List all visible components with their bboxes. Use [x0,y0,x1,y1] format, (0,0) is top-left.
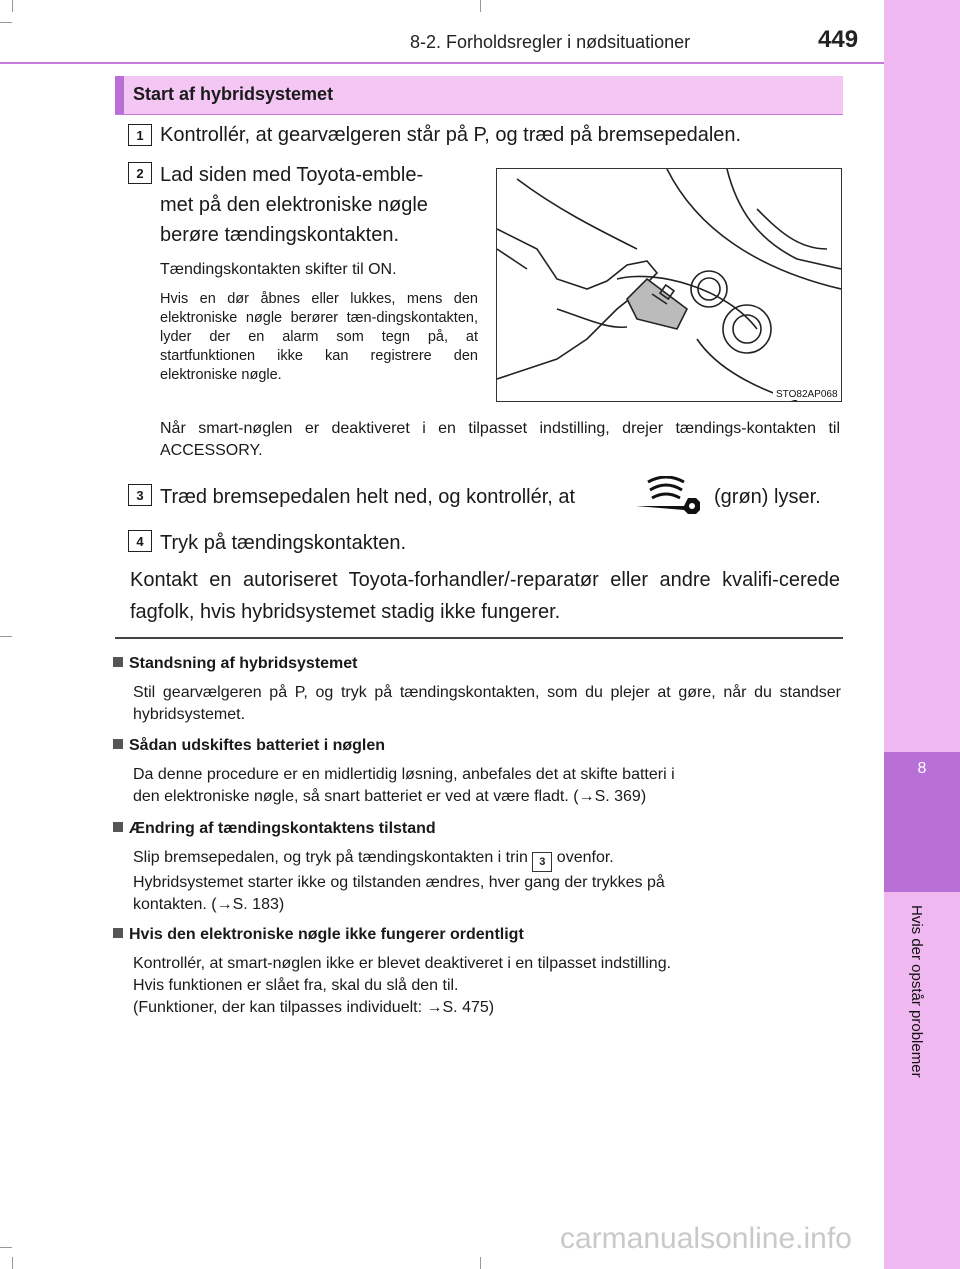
note-line [133,997,841,1019]
chapter-tab[interactable] [884,752,960,892]
watermark: carmanualsonline.info [560,1222,852,1255]
chapter-title-text: Hvis der opstår problemer [908,905,925,1078]
note-1-body: Stil gearvælgeren på P, og tryk på tændingskontakten, som du plejer at gøre, når du standser hybridsystemet. [133,684,841,723]
note-3-title [113,820,436,838]
step-number-1: 1 [128,124,152,146]
bullet-square-icon [113,822,123,832]
note-text: ovenfor. [556,849,614,866]
chapter-tab-number: 8 [917,760,927,777]
step-number-3: 3 [128,484,152,506]
note-text: Slip bremsepedalen, og tryk på tændingskontakten i trin [133,849,528,866]
page-reference-link[interactable]: S. 369) [594,788,647,805]
note-2-body [133,764,841,808]
step-number-2: 2 [128,162,152,184]
step-3-text-after: (grøn) lyser. [714,486,821,508]
note-1-title [113,655,358,673]
step-2-line: berøre tændingskontakten. [160,224,400,246]
section-separator [115,637,843,639]
step-1-text: Kontrollér, at gearvælgeren står på P, og træd på bremsepedalen. [160,124,742,146]
crop-mark [0,636,12,637]
step-2-sub2: Hvis en dør åbnes eller lukkes, mens den elektroniske nøgle berører tæn-dingskontakten, lyder der en alarm som tegn på, at startfunktionen ikke kan registrere den elektroniske nøgle. [160,291,478,383]
crop-mark [12,0,13,12]
note-line: Hvis funktionen er slået fra, skal du slå den til. [133,977,459,994]
note-4-title [113,926,524,944]
note-text: den elektroniske nøgle, så snart batteriet er ved at være fladt. ( [133,788,579,805]
step-2-sub1: Tændingskontakten skifter til ON. [160,261,397,278]
step-3-text-before: Træd bremsepedalen helt ned, og kontrollér, at [160,486,576,508]
step-2-line: Lad siden med Toyota-emble- [160,164,424,186]
note-line [133,847,841,872]
step-4-text: Tryk på tændingskontakten. [160,532,407,554]
step-number-4: 4 [128,530,152,552]
hybrid-ready-indicator-icon [632,476,706,516]
step-reference: 3 [532,852,552,872]
bullet-square-icon [113,657,123,667]
step-2-sub3: Når smart-nøglen er deaktiveret i en tilpasset indstilling, drejer tændings-kontakten til ACCESSORY. [160,420,840,459]
crop-mark [12,1257,13,1269]
note-line [133,786,841,808]
note-text: (Funktioner, der kan tilpasses individuelt: [133,999,423,1016]
bullet-square-icon [113,739,123,749]
note-line: Da denne procedure er en midlertidig løsning, anbefales det at skifte batteri i [133,766,675,783]
note-title-text: Hvis den elektroniske nøgle ikke fungerer ordentligt [129,926,524,943]
section-accent [115,76,124,114]
section-title: Start af hybridsystemet [133,84,334,104]
image-code: STO82AP068 [776,389,838,400]
page-reference-link[interactable]: S. 183) [232,896,285,913]
arrow-icon: → [578,788,595,805]
hand-key-drawing [497,169,841,401]
note-title-text: Standsning af hybridsystemet [129,655,358,672]
note-title-text: Sådan udskiftes batteriet i nøglen [129,737,386,754]
note-3-body [133,847,841,916]
key-illustration [496,168,842,402]
section-title-bar [115,76,843,115]
step-2-line: met på den elektroniske nøgle [160,194,428,216]
note-line [133,894,841,916]
crop-mark [480,0,481,12]
crop-mark [0,1247,12,1248]
bullet-square-icon [113,928,123,938]
note-text: kontakten. ( [133,896,217,913]
crop-mark [480,1257,481,1269]
page-reference-link[interactable]: S. 475) [442,999,495,1016]
note-line: Kontrollér, at smart-nøglen ikke er blevet deaktiveret i en tilpasset indstilling. [133,955,672,972]
note-title-text: Ændring af tændingskontaktens tilstand [129,820,436,837]
header-rule [0,62,884,64]
crop-mark [0,22,12,23]
arrow-icon: → [216,896,233,913]
page-number: 449 [818,26,859,53]
note-2-title [113,737,385,755]
step-2-text [160,160,478,250]
note-4-body [133,953,841,1019]
closing-text: Kontakt en autoriseret Toyota-forhandler/-reparatør eller andre kvalifi-cerede fagfolk, hvis hybridsystemet stadig ikke fungerer. [130,569,840,623]
note-line: Hybridsystemet starter ikke og tilstanden ændres, hver gang der trykkes på [133,874,665,891]
chapter-title-vertical [884,905,960,1165]
arrow-icon: → [426,999,443,1016]
chapter-heading: 8-2. Forholdsregler i nødsituationer [410,32,691,52]
